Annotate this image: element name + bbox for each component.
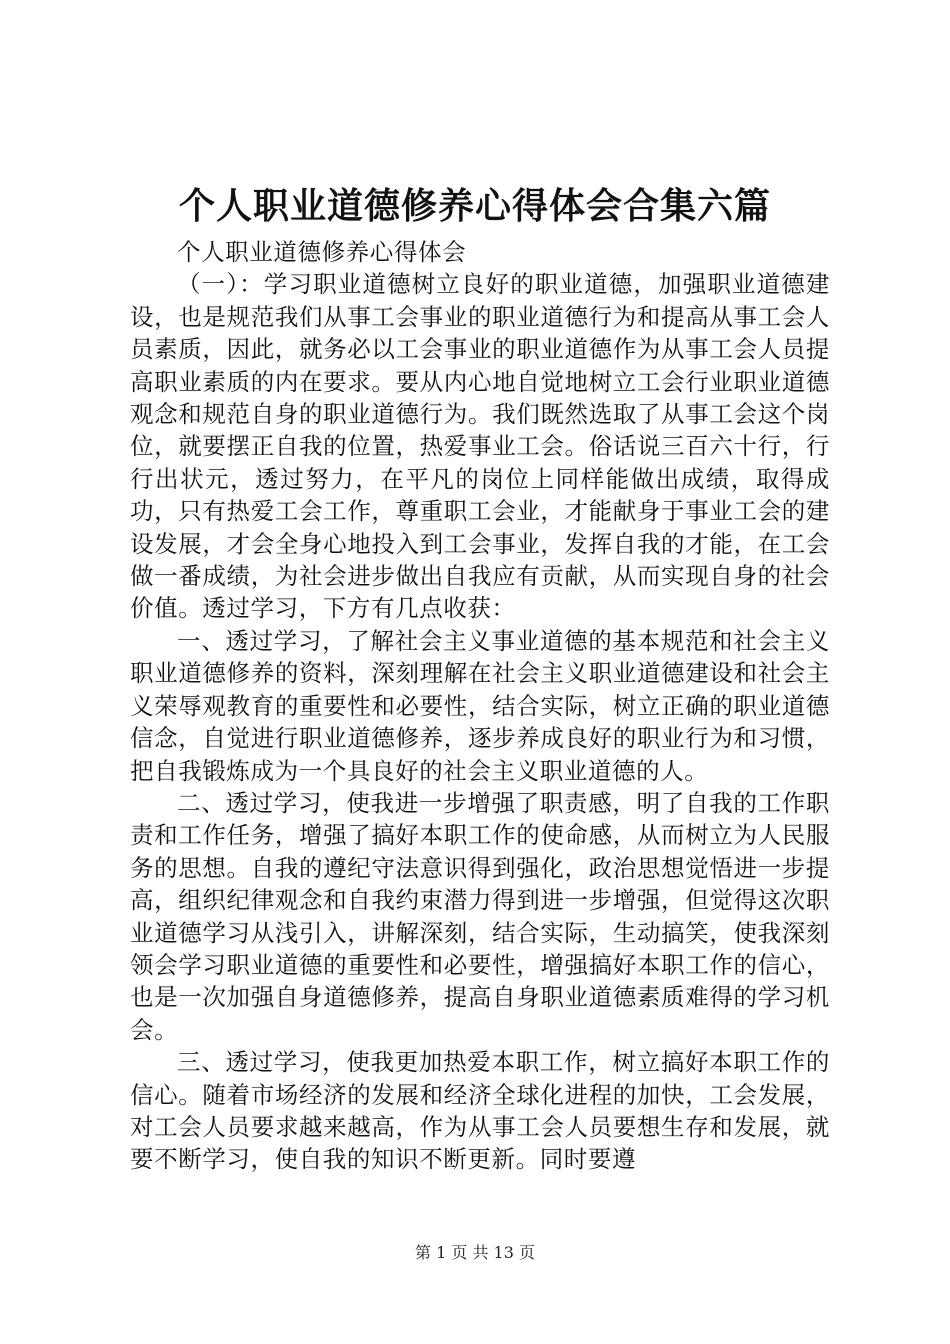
page-footer: 第 1 页 共 13 页 bbox=[415, 1243, 535, 1262]
paragraph-point-three: 三、透过学习，使我更加热爱本职工作，树立搞好本职工作的信心。随着市场经济的发展和经济全球化进程的加快，工会发展，对工会人员要求越来越高，作为从事工会人员要想生存和发展，就要不断学习，使自我的知识不断更新。同时要遵 bbox=[130, 1048, 830, 1174]
paragraph-point-one: 一、透过学习，了解社会主义事业道德的基本规范和社会主义职业道德修养的资料，深刻理解在社会主义职业道德建设和社会主义荣辱观教育的重要性和必要性，结合实际，树立正确的职业道德信念，自觉进行职业道德修养，逐步养成良好的职业行为和习惯，把自我锻炼成为一个具良好的社会主义职业道德的人。 bbox=[130, 626, 830, 785]
document-title: 个人职业道德修养心得体会合集六篇 bbox=[178, 185, 771, 227]
paragraph-point-two: 二、透过学习，使我进一步增强了职责感，明了自我的工作职责和工作任务，增强了搞好本职工作的使命感，从而树立为人民服务的思想。自我的遵纪守法意识得到强化，政治思想觉悟进一步提高，组织纪律观念和自我约束潜力得到进一步增强，但觉得这次职业道德学习从浅引入，讲解深刻，结合实际，生动搞笑，使我深刻领会学习职业道德的重要性和必要性，增强搞好本职工作的信心，也是一次加强自身道德修养，提高自身职业道德素质难得的学习机会。 bbox=[130, 788, 830, 1044]
document-subtitle: 个人职业道德修养心得体会 bbox=[177, 238, 467, 266]
document-body bbox=[130, 236, 830, 1176]
paragraph-intro: （一）：学习职业道德树立良好的职业道德，加强职业道德建设，也是规范我们从事工会事业的职业道德行为和提高从事工会人员素质，因此，就务必以工会事业的职业道德作为从事工会人员提高职业素质的内在要求。要从内心地自觉地树立工会行业职业道德观念和规范自身的职业道德行为。我们既然选取了从事工会这个岗位，就要摆正自我的位置，热爱事业工会。俗话说三百六十行，行行出状元，透过努力，在平凡的岗位上同样能做出成绩，取得成功，只有热爱工会工作，尊重职工会业，才能献身于事业工会的建设发展，才会全身心地投入到工会事业，发挥自我的才能，在工会做一番成绩，为社会进步做出自我应有贡献，从而实现自身的社会价值。透过学习，下方有几点收获： bbox=[130, 270, 830, 623]
